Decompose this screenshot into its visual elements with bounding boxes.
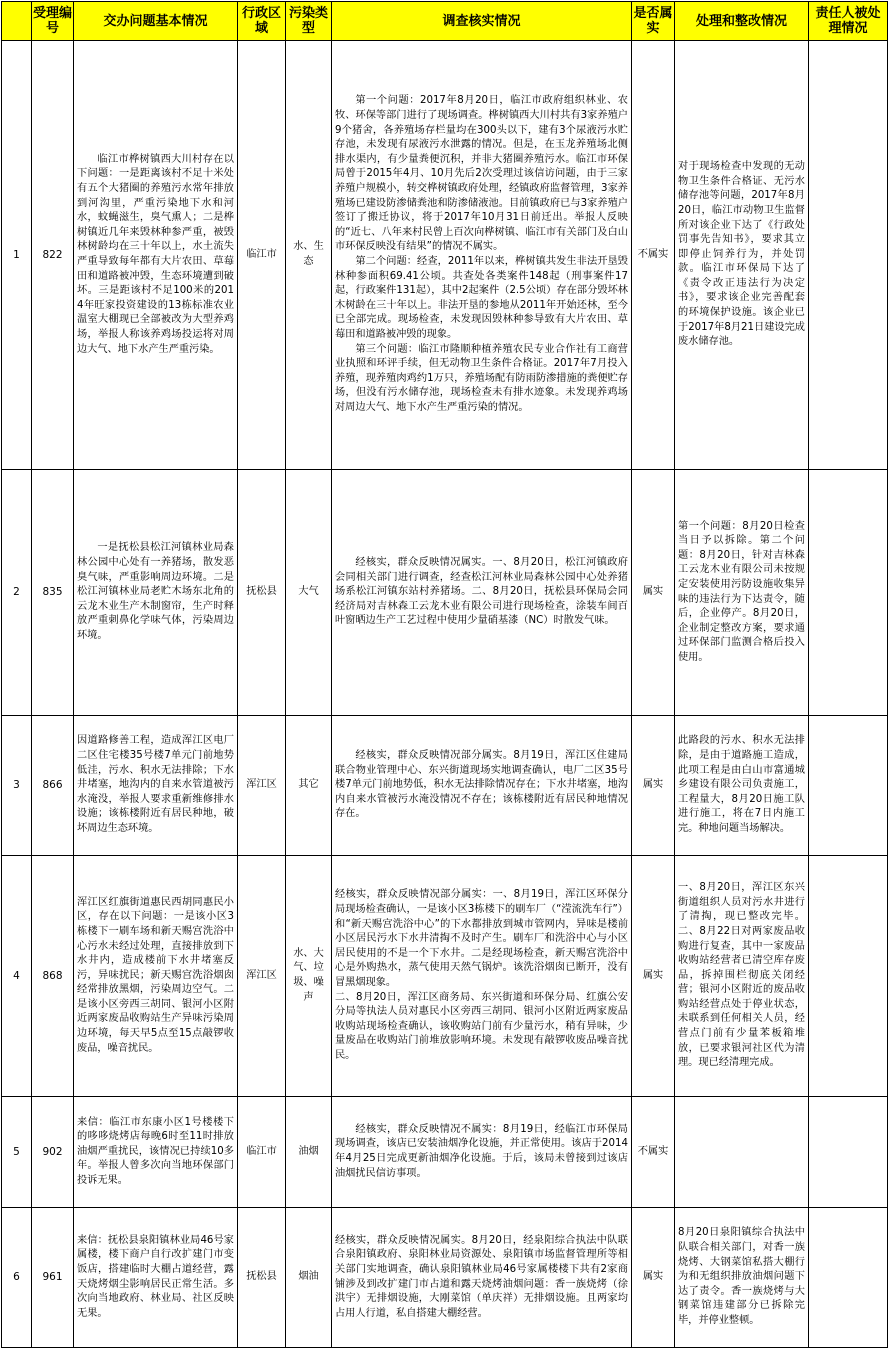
- table-row: [2, 716, 888, 856]
- header-verified: 是否属实: [632, 2, 675, 41]
- investigation-paragraph: 二、8月20日，浑江区商务局、东兴街道和环保分局、红旗公安分局等执法人员对惠民小区旁西三胡同、银河小区附近两家废品收购站现场检查确认，该收购站门前有少量污水，稍有异味，少量废品在收购站门前堆放影响环境。未发现有敲锣收废品噪音扰民。: [335, 991, 628, 1061]
- table-row: [2, 1097, 888, 1208]
- row-investigation: [332, 1208, 632, 1348]
- row-accountability: [809, 716, 888, 856]
- row-verified: 属实: [632, 716, 675, 856]
- row-accept-no: 961: [32, 1208, 74, 1348]
- header-accept-no: 受理编号: [32, 2, 74, 41]
- header-investigation: 调查核实情况: [332, 2, 632, 41]
- row-verified: 不属实: [632, 41, 675, 470]
- row-accept-no: 902: [32, 1097, 74, 1208]
- row-accountability: [809, 1097, 888, 1208]
- row-pollution: 其它: [286, 716, 332, 856]
- row-pollution: 烟油: [286, 1208, 332, 1348]
- row-issue: 浑江区红旗街道惠民西胡同惠民小区，存在以下问题：一是该小区3栋楼下一刷车场和新天赐宫洗浴中心污水未经过处理，直接排放到下水井内，造成楼前下水井堵塞反污，异味扰民；新天赐宫洗浴烟囱经常排放黑烟，污染周边空气。二是该小区旁西三胡同、银河小区附近两家废品收购站生产异味污染周边环境，每天早5点至15点敲锣收废品，噪音扰民。: [74, 856, 238, 1097]
- case-table: [1, 1, 888, 1348]
- investigation-paragraph: 经核实，群众反映情况部分属实：一、8月19日，浑江区环保分局现场检查确认，一是该小区3栋楼下的刷车厂（“滢流洗车行”）和“新天赐宫洗浴中心”的下水都排放到城市管网内，异味是楼前小区居民污水下水井清掏不及时产生。刷车厂和洗浴中心与小区居民使用的不是一个下水井。二是经现场检查，新天赐宫洗浴中心是外购热水，蒸气使用天然气锅炉。该洗浴烟囱已断开，没有冒黑烟现象。: [335, 889, 628, 988]
- row-issue: 因道路修善工程，造成浑江区电厂二区住宅楼35号楼7单元门前地势低洼，污水、积水无法排除；下水井堵塞，地沟内的自来水管道被污水淹没，举报人要求重新维修排水设施；该栋楼附近有居民种地，破坏周边生态环境。: [74, 716, 238, 856]
- row-pollution: 油烟: [286, 1097, 332, 1208]
- investigation-paragraph: 经核实，群众反映情况属实。8月20日，经泉阳综合执法中队联合泉阳镇政府、泉阳林业局资源处、泉阳镇市场监督管理所等相关部门实地调查，确认泉阳镇林业局46号家属楼楼下共有2家商铺涉及到改扩建门市占道和露天烧烤油烟问题：香一族烧烤（徐洪宇）无排烟设施，大刚菜馆（单庆祥）无排烟设施。且两家均占用人行道，私自搭建大棚经营。: [335, 1234, 628, 1319]
- row-pollution: 大气: [286, 470, 332, 716]
- row-seq: 4: [2, 856, 32, 1097]
- row-seq: 6: [2, 1208, 32, 1348]
- issue-text: 一是抚松县松江河镇林业局森林公园中心处有一养猪场，散发恶臭气味，严重影响周边环境。二是松江河镇林业局老贮木场东北角的云龙木业生产木制窗帘，生产时释放严重刺鼻化学味气体，污染周边环境。: [77, 542, 234, 641]
- header-row: [2, 2, 888, 41]
- row-accept-no: 868: [32, 856, 74, 1097]
- investigation-paragraph: 第一个问题：2017年8月20日，临江市政府组织林业、农牧、环保等部门进行了现场调查。桦树镇西大川村共有3家养殖户9个猪舍，各养殖场存栏量均在300头以下，建有3个尿液污水贮存池，未发现有尿液污水泄露的情况。但是，在玉龙养殖场北侧排水渠内，有少量粪便沉积，并非大猪圈养殖污水。临江市环保局曾于2015年4月、10月先后2次受理过该信访问题，由于三家养殖户规模小，转交桦树镇政府处理，经镇政府监督管理，3家养殖场已建设防渗储粪池和防渗储液池。目前镇政府已与3家养殖户签订了搬迁协议，将于2017年10月31日前迁出。举报人反映的“近七、八年来村民曾上百次向桦树镇、临江市有关部门及白山市环保反映没有结果”的情况不属实。: [335, 95, 628, 253]
- row-region: 临江市: [238, 41, 286, 470]
- header-issue: 交办问题基本情况: [74, 2, 238, 41]
- row-verified: 属实: [632, 470, 675, 716]
- row-verified: 属实: [632, 1208, 675, 1348]
- row-accept-no: 822: [32, 41, 74, 470]
- row-investigation: [332, 716, 632, 856]
- row-seq: 5: [2, 1097, 32, 1208]
- row-region: 浑江区: [238, 716, 286, 856]
- table-row: [2, 1208, 888, 1348]
- header-accountability: 责任人被处理情况: [809, 2, 888, 41]
- row-issue: [74, 41, 238, 470]
- row-accept-no: 866: [32, 716, 74, 856]
- row-accountability: [809, 470, 888, 716]
- investigation-paragraph: 第二个问题：经查，2011年以来，桦树镇共发生非法开垦毁林种参面积69.41公顷。共查处各类案件148起（刑事案件17起，行政案件131起），其中2起案件（2.5公顷）存在部分毁坏林木树龄在三十年以上。非法开垦的参地从2011年开始还林，至今已全部完成。现场检查，未发现因毁林种参导致有大片农田、草莓田和道路被冲毁的现象。: [335, 256, 628, 340]
- row-region: 抚松县: [238, 470, 286, 716]
- row-handling: [675, 1097, 809, 1208]
- row-investigation: [332, 1097, 632, 1208]
- row-accept-no: 835: [32, 470, 74, 716]
- row-region: 抚松县: [238, 1208, 286, 1348]
- row-region: 临江市: [238, 1097, 286, 1208]
- row-seq: 2: [2, 470, 32, 716]
- header-pollution: 污染类型: [286, 2, 332, 41]
- investigation-paragraph: 经核实，群众反映情况属实。一、8月20日，松江河镇政府会同相关部门进行调查，经查松江河林业局森林公园中心处养猪场系松江河镇东站村养猪场。二、8月20日，抚松县环保局会同经济局对吉林森工云龙木业有限公司进行现场检查，涂装车间百叶窗晒边生产工艺过程中使用少量硝基漆（NC）时散发气味。: [335, 557, 628, 627]
- row-accountability: [809, 1208, 888, 1348]
- table-row: [2, 41, 888, 470]
- investigation-paragraph: 第三个问题：临江市隆顺种植养殖农民专业合作社有工商营业执照和环评手续，但无动物卫生条件合格证。2017年7月投入养殖，现养殖肉鸡约1万只，养殖场配有防雨防渗措施的粪便贮存场，但没有污水储存池，现场检查未有排水迹象。未发现养鸡场对周边大气、地下水产生严重污染的情况。: [335, 343, 628, 413]
- header-region: 行政区域: [238, 2, 286, 41]
- row-handling: 对于现场检查中发现的无动物卫生条件合格证、无污水储存池等问题，2017年8月20日，临江市动物卫生监督所对该企业下达了《行政处罚事先告知书》，要求其立即停止饲养行为，并处罚款。临江市环保局下达了《责令改正违法行为决定书》，要求该企业完善配套的环境保护设施。该企业已于2017年8月21日建设完成废水储存池。: [675, 41, 809, 470]
- row-investigation: [332, 41, 632, 470]
- header-seq: [2, 2, 32, 41]
- row-issue: 来信：临江市东康小区1号楼楼下的哆哆烧烤店每晚6时至11时排放油烟严重扰民，该情况已持续10多年。举报人曾多次向当地环保部门投诉无果。: [74, 1097, 238, 1208]
- row-handling: 一、8月20日，浑江区东兴街道组织人员对污水井进行了清掏，现已整改完毕。二、8月22日对两家废品收购进行复查，其中一家废品收购站经营者已清空库存废品，拆掉围栏彻底关闭经营；银河小区附近的废品收购站经营点处于停业状态，未联系到任何相关人员，经营点门前有少量苯板箱堆放，已要求银河社区代为清理。现已经清理完成。: [675, 856, 809, 1097]
- investigation-paragraph: 经核实，群众反映情况不属实：8月19日，经临江市环保局现场调查，该店已安装油烟净化设施，并正常使用。该店于2014年4月25日完成更新油烟净化设施。于后，该局未曾接到过该店油烟扰民信访事项。: [335, 1123, 628, 1179]
- row-pollution: 水、大气、垃圾、噪声: [286, 856, 332, 1097]
- table-row: [2, 856, 888, 1097]
- row-seq: 3: [2, 716, 32, 856]
- investigation-paragraph: 经核实，群众反映情况部分属实。8月19日，浑江区住建局联合物业管理中心、东兴街道现场实地调查确认，电厂二区35号楼7单元门前地势低，积水无法排除情况存在；下水井堵塞，地沟内自来水管被污水淹没情况不存在；该栋楼附近有居民种地情况存在。: [335, 750, 628, 820]
- row-verified: 不属实: [632, 1097, 675, 1208]
- table-row: [2, 470, 888, 716]
- row-issue: [74, 470, 238, 716]
- row-accountability: [809, 856, 888, 1097]
- row-region: 浑江区: [238, 856, 286, 1097]
- row-investigation: [332, 470, 632, 716]
- row-handling: 此路段的污水、积水无法排除，是由于道路施工造成，此项工程是由白山市富通城乡建设有限公司负责施工，工程量大，8月20日施工队进行施工，将在7日内施工完。种地问题当场解决。: [675, 716, 809, 856]
- row-seq: 1: [2, 41, 32, 470]
- row-accountability: [809, 41, 888, 470]
- row-pollution: 水、生态: [286, 41, 332, 470]
- issue-text: 临江市桦树镇西大川村存在以下问题：一是距离该村不足十米处有五个大猪圈的养殖污水常年排放到河沟里，严重污染地下水和河水，蚊蝇滋生，臭气熏人；二是桦树镇近几年来毁林种参严重，被毁林树龄均在三十年以上，水土流失严重导致每年都有大片农田、草莓田和道路被冲毁，生态环境遭到破坏。三是距该村不足100米的2014年旺家投资建设的13栋标准农业温室大棚现已全部被改为大型养鸡场，举报人称该养鸡场投运将对周边大气、地下水产生严重污染。: [77, 153, 234, 355]
- header-handling: 处理和整改情况: [675, 2, 809, 41]
- row-investigation: [332, 856, 632, 1097]
- row-handling: 第一个问题：8月20日检查当日予以拆除。第二个问题：8月20日，针对吉林森工云龙木业有限公司未按规定安装使用污防设施收集异味的违法行为下达责令，随后，企业停产。8月20日，企业制定整改方案，要求通过环保部门监测合格后投入使用。: [675, 470, 809, 716]
- row-issue: 来信：抚松县泉阳镇林业局46号家属楼，楼下商户自行改扩建门市变饭店，搭建临时大棚占道经营，露天烧烤烟尘影响居民正常生活。多次向当地政府、林业局、社区反映无果。: [74, 1208, 238, 1348]
- row-verified: 属实: [632, 856, 675, 1097]
- row-handling: 8月20日泉阳镇综合执法中队联合相关部门，对香一族烧烤、大钢菜馆私搭大棚行为和无组织排放油烟问题下达了责令。香一族烧烤与大钢菜馆违建部分已拆除完毕，并停业整顿。: [675, 1208, 809, 1348]
